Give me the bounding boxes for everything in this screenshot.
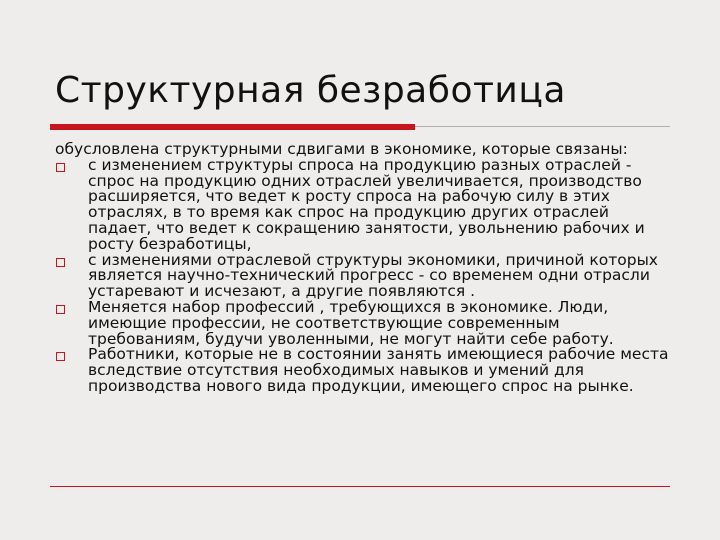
list-item: [55, 297, 670, 348]
bullet-list: [55, 155, 670, 395]
slide-body: [55, 142, 670, 395]
list-item: [55, 250, 670, 301]
hollow-square-bullet-icon: [56, 352, 65, 361]
list-item-text: Меняется набор профессий , требующихся в экономике. Люди, имеющие профессии, не соответствующие современным требованиям, будучи уволенными, не могут найти себе работу.: [88, 297, 614, 348]
list-item-text: Работники, которые не в состоянии занять имеющиеся рабочие места вследствие отсутствия необходимых навыков и умений для производства нового вида продукции, имеющего спрос на рынке.: [88, 345, 669, 395]
slide-title: Структурная безработица: [55, 70, 566, 111]
list-item: [55, 155, 670, 253]
list-item-text: с изменениями отраслевой структуры экономики, причиной которых является научно-технический прогресс - со временем одни отрасли устаревают и исчезают, а другие появляются .: [88, 250, 658, 301]
hollow-square-bullet-icon: [56, 258, 65, 267]
footer-divider-line: [50, 486, 670, 487]
intro-text: обусловлена структурными сдвигами в экономике, которые связаны:: [55, 140, 628, 158]
list-item-text: с изменением структуры спроса на продукцию разных отраслей - спрос на продукцию одних отраслей увеличивается, производство расширяется, что ведет к росту спроса на рабочую силу в этих отраслях, в то время как спрос на продукцию других отраслей падает, что ведет к сокращению занятости, увольнению рабочих и росту безработицы,: [88, 155, 645, 253]
hollow-square-bullet-icon: [56, 163, 65, 172]
list-item: [55, 347, 670, 394]
hollow-square-bullet-icon: [56, 305, 65, 314]
title-accent-bar: [50, 124, 415, 130]
